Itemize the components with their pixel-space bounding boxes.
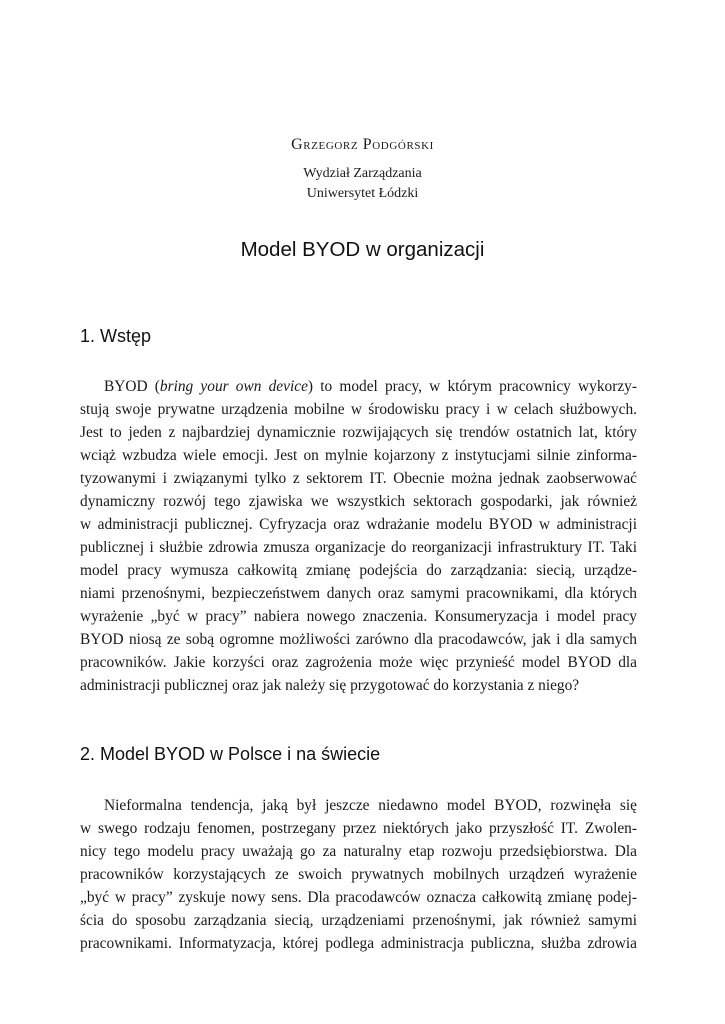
paragraph-line: niami przenośnymi, bezpieczeństwem danych oraz samymi pracownikami, dla których bbox=[80, 585, 637, 602]
italic-term: bring your own device bbox=[159, 378, 308, 395]
paragraph-line: „być w pracy” zyskuje nowy sens. Dla pracodawców oznacza całkowitą zmianę podej- bbox=[80, 889, 637, 906]
paragraph-line: w swego rodzaju fenomen, postrzegany przez niektórych jako przyszłość IT. Zwolen- bbox=[80, 820, 637, 837]
paragraph-line: pracownikami. Informatyzacja, której podlega administracja publiczna, służba zdrowia bbox=[80, 935, 637, 952]
paragraph-line: tyzowanymi i związanymi tylko z sektorem IT. Obecnie można jednak zaobserwować bbox=[80, 470, 637, 487]
section-heading-byod-poland-world: 2. Model BYOD w Polsce i na świecie bbox=[80, 744, 381, 764]
paragraph-line: wyrażenie „być w pracy” nabiera nowego znaczenia. Konsumeryzacja i model pracy bbox=[80, 608, 637, 625]
paragraph-line: ścia do sposobu zarządzania siecią, urządzeniami przenośnymi, jak również samymi bbox=[80, 912, 637, 929]
paragraph-line: pracowników. Jakie korzyści oraz zagrożenia może więc przynieść model BYOD dla bbox=[80, 654, 637, 671]
author-name: Grzegorz Podgórski bbox=[291, 136, 434, 153]
paragraph-line: BYOD niosą ze sobą ogromne możliwości zarówno dla pracodawców, jak i dla samych bbox=[80, 631, 637, 648]
paragraph-line: BYOD (bring your own device) to model pracy, w którym pracownicy wykorzy- bbox=[104, 378, 637, 395]
paragraph-line: Jest to jeden z najbardziej dynamicznie rozwijających się trendów ostatnich lat, który bbox=[80, 424, 637, 441]
paragraph-line: nicy tego modelu pracy uważają go za naturalny etap rozwoju przedsiębiorstwa. Dla bbox=[80, 843, 637, 860]
paper-title: Model BYOD w organizacji bbox=[240, 238, 485, 261]
paragraph-line: w administracji publicznej. Cyfryzacja oraz wdrażanie modelu BYOD w administracji bbox=[80, 516, 637, 533]
paragraph-line: model pracy wymusza całkowitą zmianę podejścia do zarządzania: siecią, urządze- bbox=[80, 562, 637, 579]
paragraph-line: dynamiczny rozwój tego zjawiska we wszystkich sektorach gospodarki, jak również bbox=[80, 493, 637, 510]
affiliation-university: Uniwersytet Łódzki bbox=[306, 186, 419, 201]
paragraph-line: stują swoje prywatne urządzenia mobilne w środowisku pracy i w celach służbowych. bbox=[80, 401, 637, 418]
paragraph-line: administracji publicznej oraz jak należy się przygotować do korzystania z niego? bbox=[80, 677, 580, 694]
paragraph-line: Nieformalna tendencja, jaką był jeszcze niedawno model BYOD, rozwinęła się bbox=[104, 797, 637, 814]
affiliation-faculty: Wydział Zarządzania bbox=[303, 166, 422, 181]
paragraph-line: pracowników korzystających ze swoich prywatnych mobilnych urządzeń wyrażenie bbox=[80, 866, 637, 883]
paragraph-line: publicznej i służbie zdrowia zmusza organizacje do reorganizacji infrastruktury IT. Taki bbox=[80, 539, 637, 556]
paragraph-introduction bbox=[80, 375, 637, 697]
section-heading-introduction: 1. Wstęp bbox=[80, 326, 152, 346]
paragraph-byod-poland-world bbox=[80, 794, 637, 955]
paragraph-line: wciąż wzbudza wiele emocji. Jest on mylnie kojarzony z instytucjami silnie zinforma- bbox=[80, 447, 637, 464]
